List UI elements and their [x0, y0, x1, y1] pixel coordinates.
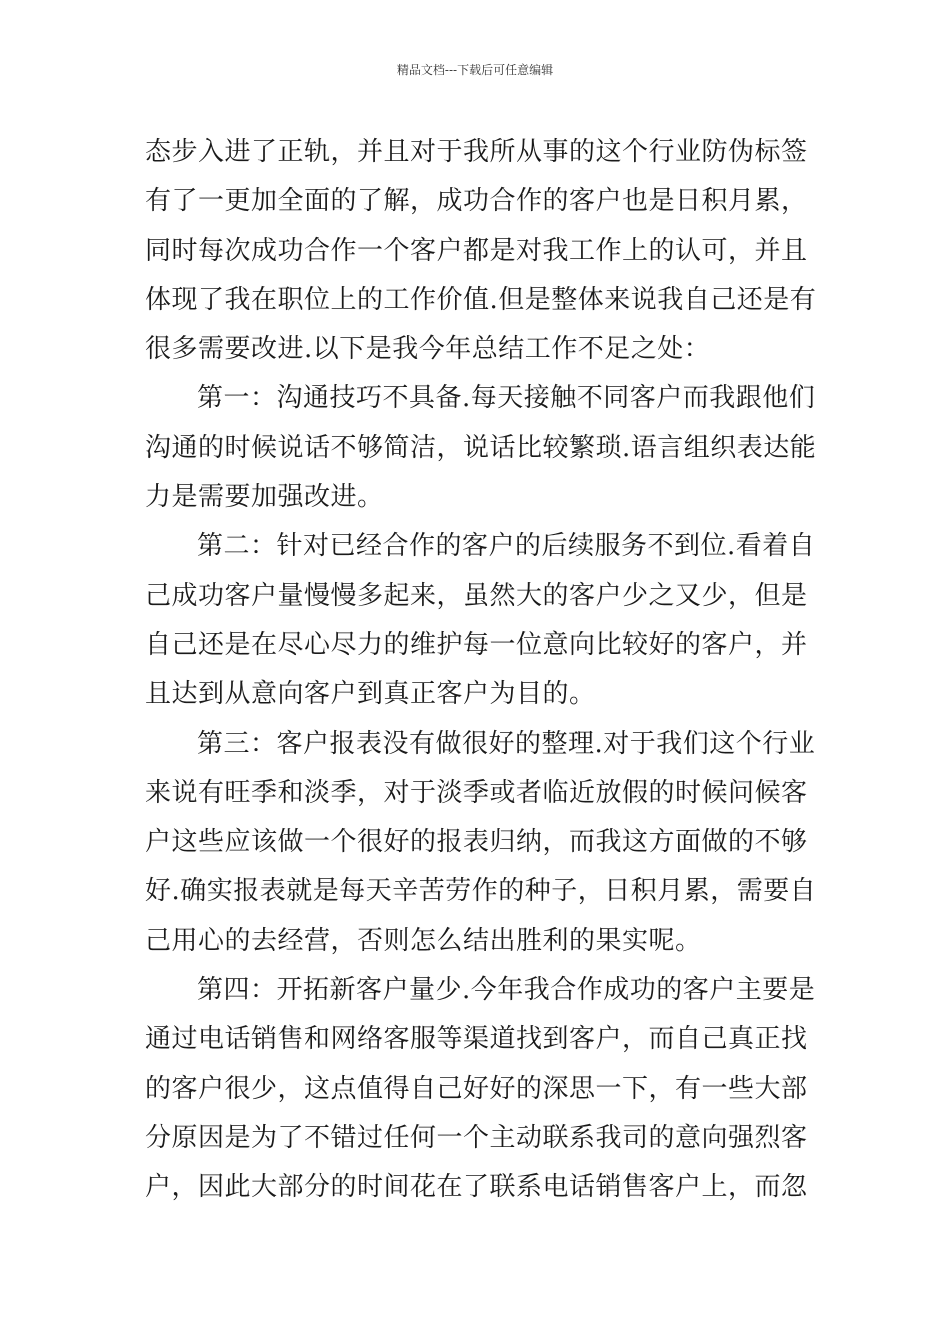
text-line: 同时每次成功合作一个客户都是对我工作上的认可，并且	[145, 235, 808, 266]
text-line: 沟通的时候说话不够简洁，说话比较繁琐.语言组织表达能	[145, 432, 817, 463]
text-line: 态步入进了正轨，并且对于我所从事的这个行业防伪标签	[145, 137, 808, 167]
text-line: 自己还是在尽心尽力的维护每一位意向比较好的客户，并	[145, 629, 808, 660]
text-line: 户，因此大部分的时间花在了联系电话销售客户上，而忽	[145, 1172, 808, 1203]
text-line: 有了一更加全面的了解，成功合作的客户也是日积月累，	[145, 186, 808, 217]
text-line: 体现了我在职位上的工作价值.但是整体来说我自己还是有	[145, 284, 817, 315]
text-line: 户这些应该做一个很好的报表归纳，而我这方面做的不够	[145, 827, 808, 858]
text-line: 己用心的去经营，否则怎么结出胜利的果实呢。	[145, 925, 702, 956]
text-line: 好.确实报表就是每天辛苦劳作的种子，日积月累，需要自	[145, 876, 817, 907]
text-line: 来说有旺季和淡季，对于淡季或者临近放假的时候问候客	[145, 777, 808, 808]
text-line: 第三：客户报表没有做很好的整理.对于我们这个行业	[197, 728, 816, 759]
text-line: 很多需要改进.以下是我今年总结工作不足之处：	[145, 334, 711, 365]
text-line: 分原因是为了不错过任何一个主动联系我司的意向强烈客	[145, 1122, 808, 1153]
text-line: 且达到从意向客户到真正客户为目的。	[145, 679, 596, 710]
text-line: 己成功客户量慢慢多起来，虽然大的客户少之又少，但是	[145, 580, 808, 611]
text-line: 通过电话销售和网络客服等渠道找到客户，而自己真正找	[145, 1024, 808, 1055]
text-line: 力是需要加强改进。	[145, 482, 384, 513]
text-line: 第二：针对已经合作的客户的后续服务不到位.看着自	[197, 531, 816, 562]
text-line: 第四：开拓新客户量少.今年我合作成功的客户主要是	[197, 975, 816, 1006]
text-line: 第一：沟通技巧不具备.每天接触不同客户而我跟他们	[197, 383, 816, 414]
document-body	[145, 128, 817, 1213]
page-header: 精品文档---下载后可任意编辑	[396, 63, 554, 77]
text-line: 的客户很少，这点值得自己好好的深思一下，有一些大部	[145, 1073, 808, 1104]
